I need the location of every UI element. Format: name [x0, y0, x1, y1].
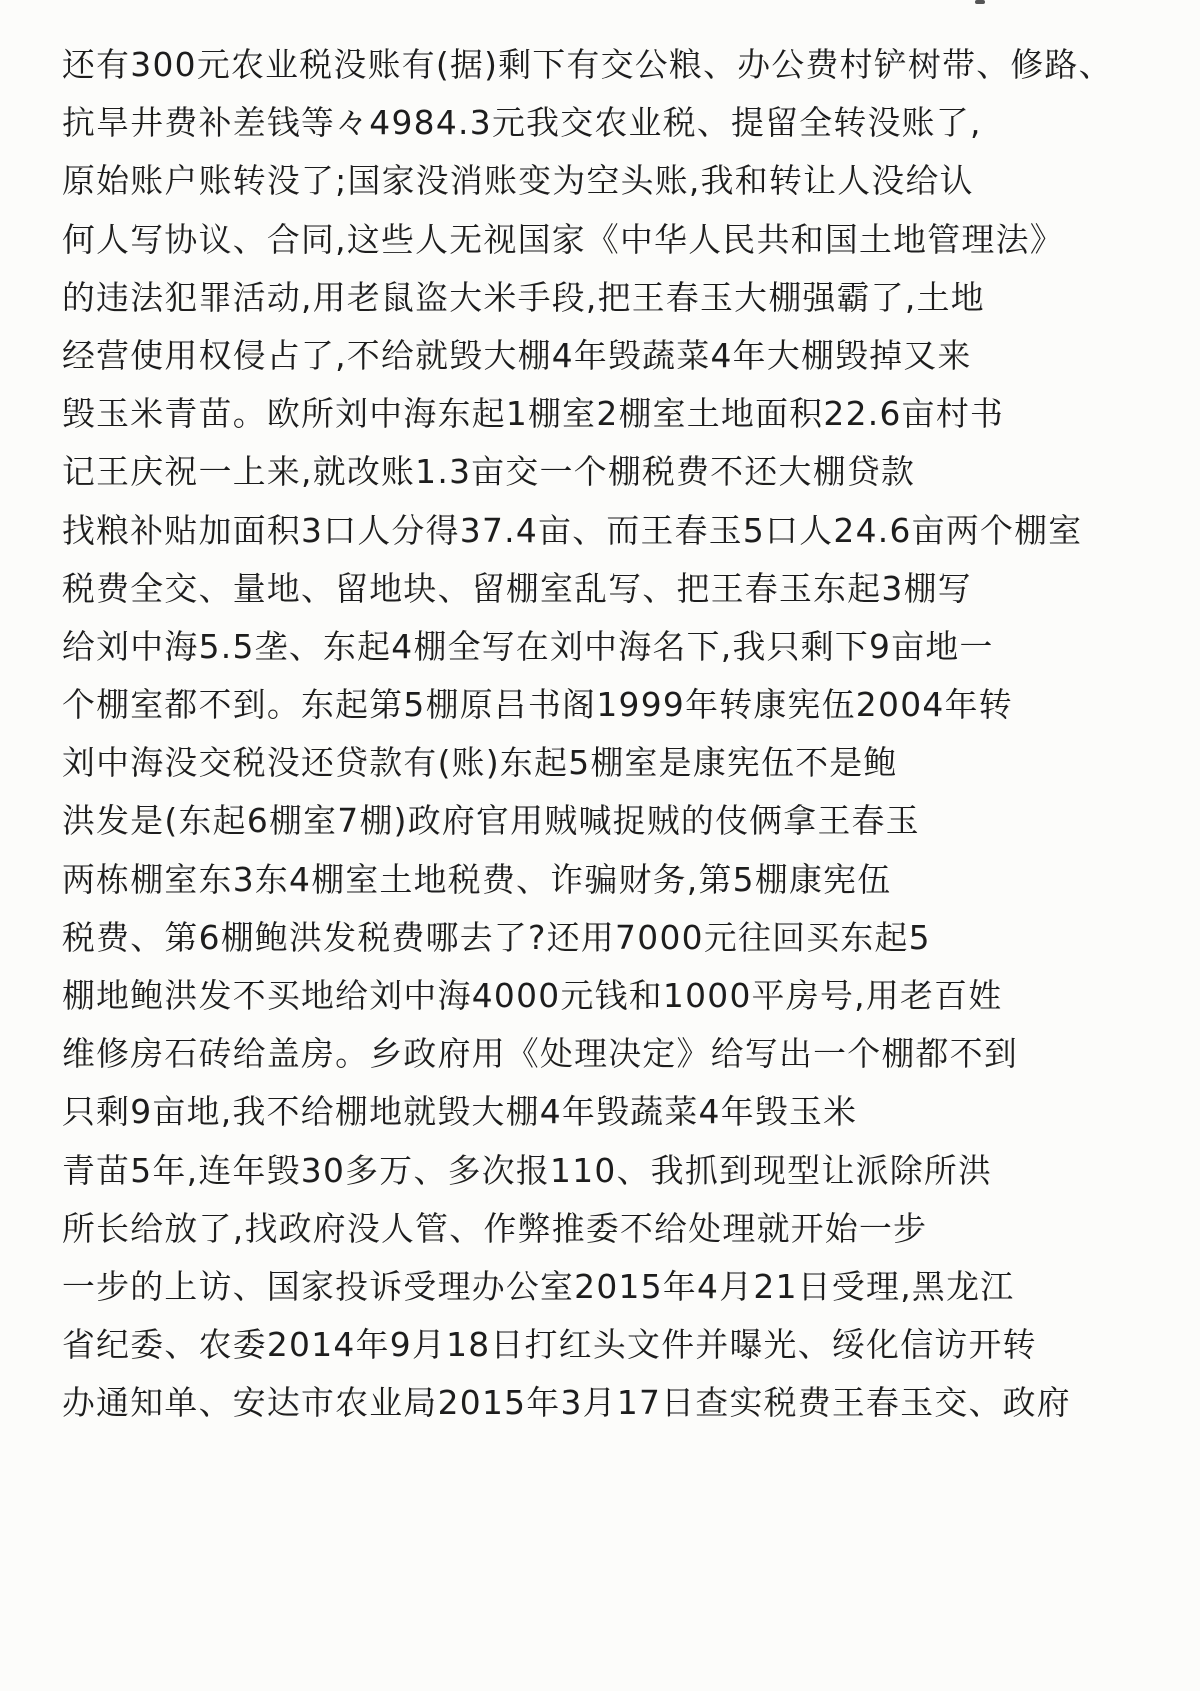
text-line-18: 维修房石砖给盖房。乡政府用《处理决定》给写出一个棚都不到: [62, 1034, 1018, 1074]
text-line-22: 一步的上访、国家投诉受理办公室2015年4月21日受理,黑龙江: [62, 1266, 1015, 1306]
text-line-19: 只剩9亩地,我不给棚地就毁大棚4年毁蔬菜4年毁玉米: [62, 1092, 858, 1132]
text-line-23: 省纪委、农委2014年9月18日打红头文件并曝光、绥化信访开转: [62, 1325, 1037, 1365]
text-line-2: 抗旱井费补差钱等々4984.3元我交农业税、提留全转没账了,: [62, 103, 982, 143]
text-line-10: 税费全交、量地、留地块、留棚室乱写、把王春玉东起3棚写: [62, 568, 972, 608]
text-line-21: 所长给放了,找政府没人管、作弊推委不给处理就开始一步: [62, 1208, 928, 1248]
text-line-16: 税费、第6棚鲍洪发税费哪去了?还用7000元往回买东起5: [62, 917, 931, 957]
text-line-20: 青苗5年,连年毁30多万、多次报110、我抓到现型让派除所洪: [62, 1150, 993, 1190]
text-line-17: 棚地鲍洪发不买地给刘中海4000元钱和1000平房号,用老百姓: [62, 976, 1003, 1015]
text-line-8: 记王庆祝一上来,就改账1.3亩交一个棚税费不还大棚贷款: [62, 452, 916, 492]
letter-body: [62, 36, 1152, 1433]
text-line-13: 刘中海没交税没还贷款有(账)东起5棚室是康宪伍不是鲍: [62, 743, 898, 783]
text-line-14: 洪发是(东起6棚室7棚)政府官用贼喊捉贼的伎俩拿王春玉: [62, 801, 920, 841]
text-line-7: 毁玉米青苗。欧所刘中海东起1棚室2棚室土地面积22.6亩村书: [62, 394, 1005, 434]
text-line-9: 找粮补贴加面积3口人分得37.4亩、而王春玉5口人24.6亩两个棚室: [62, 510, 1083, 550]
text-line-1: 还有300元农业税没账有(据)剩下有交公粮、办公费村铲树带、修路、: [62, 45, 1113, 84]
text-line-11: 给刘中海5.5垄、东起4棚全写在刘中海名下,我只剩下9亩地一: [62, 626, 994, 666]
text-line-15: 两栋棚室东3东4棚室土地税费、诈骗财务,第5棚康宪伍: [62, 859, 892, 899]
text-line-5: 的违法犯罪活动,用老鼠盗大米手段,把王春玉大棚强霸了,土地: [62, 277, 985, 317]
text-line-4: 何人写协议、合同,这些人无视国家《中华人民共和国土地管理法》: [62, 219, 1064, 259]
text-line-3: 原始账户账转没了;国家没消账变为空头账,我和转让人没给认: [62, 161, 974, 201]
ink-mark: [975, 0, 985, 4]
text-line-24: 办通知单、安达市农业局2015年3月17日查实税费王春玉交、政府: [62, 1383, 1071, 1423]
text-line-6: 经营使用权侵占了,不给就毁大棚4年毁蔬菜4年大棚毁掉又来: [62, 335, 972, 375]
text-line-12: 个棚室都不到。东起第5棚原吕书阁1999年转康宪伍2004年转: [62, 685, 1013, 725]
